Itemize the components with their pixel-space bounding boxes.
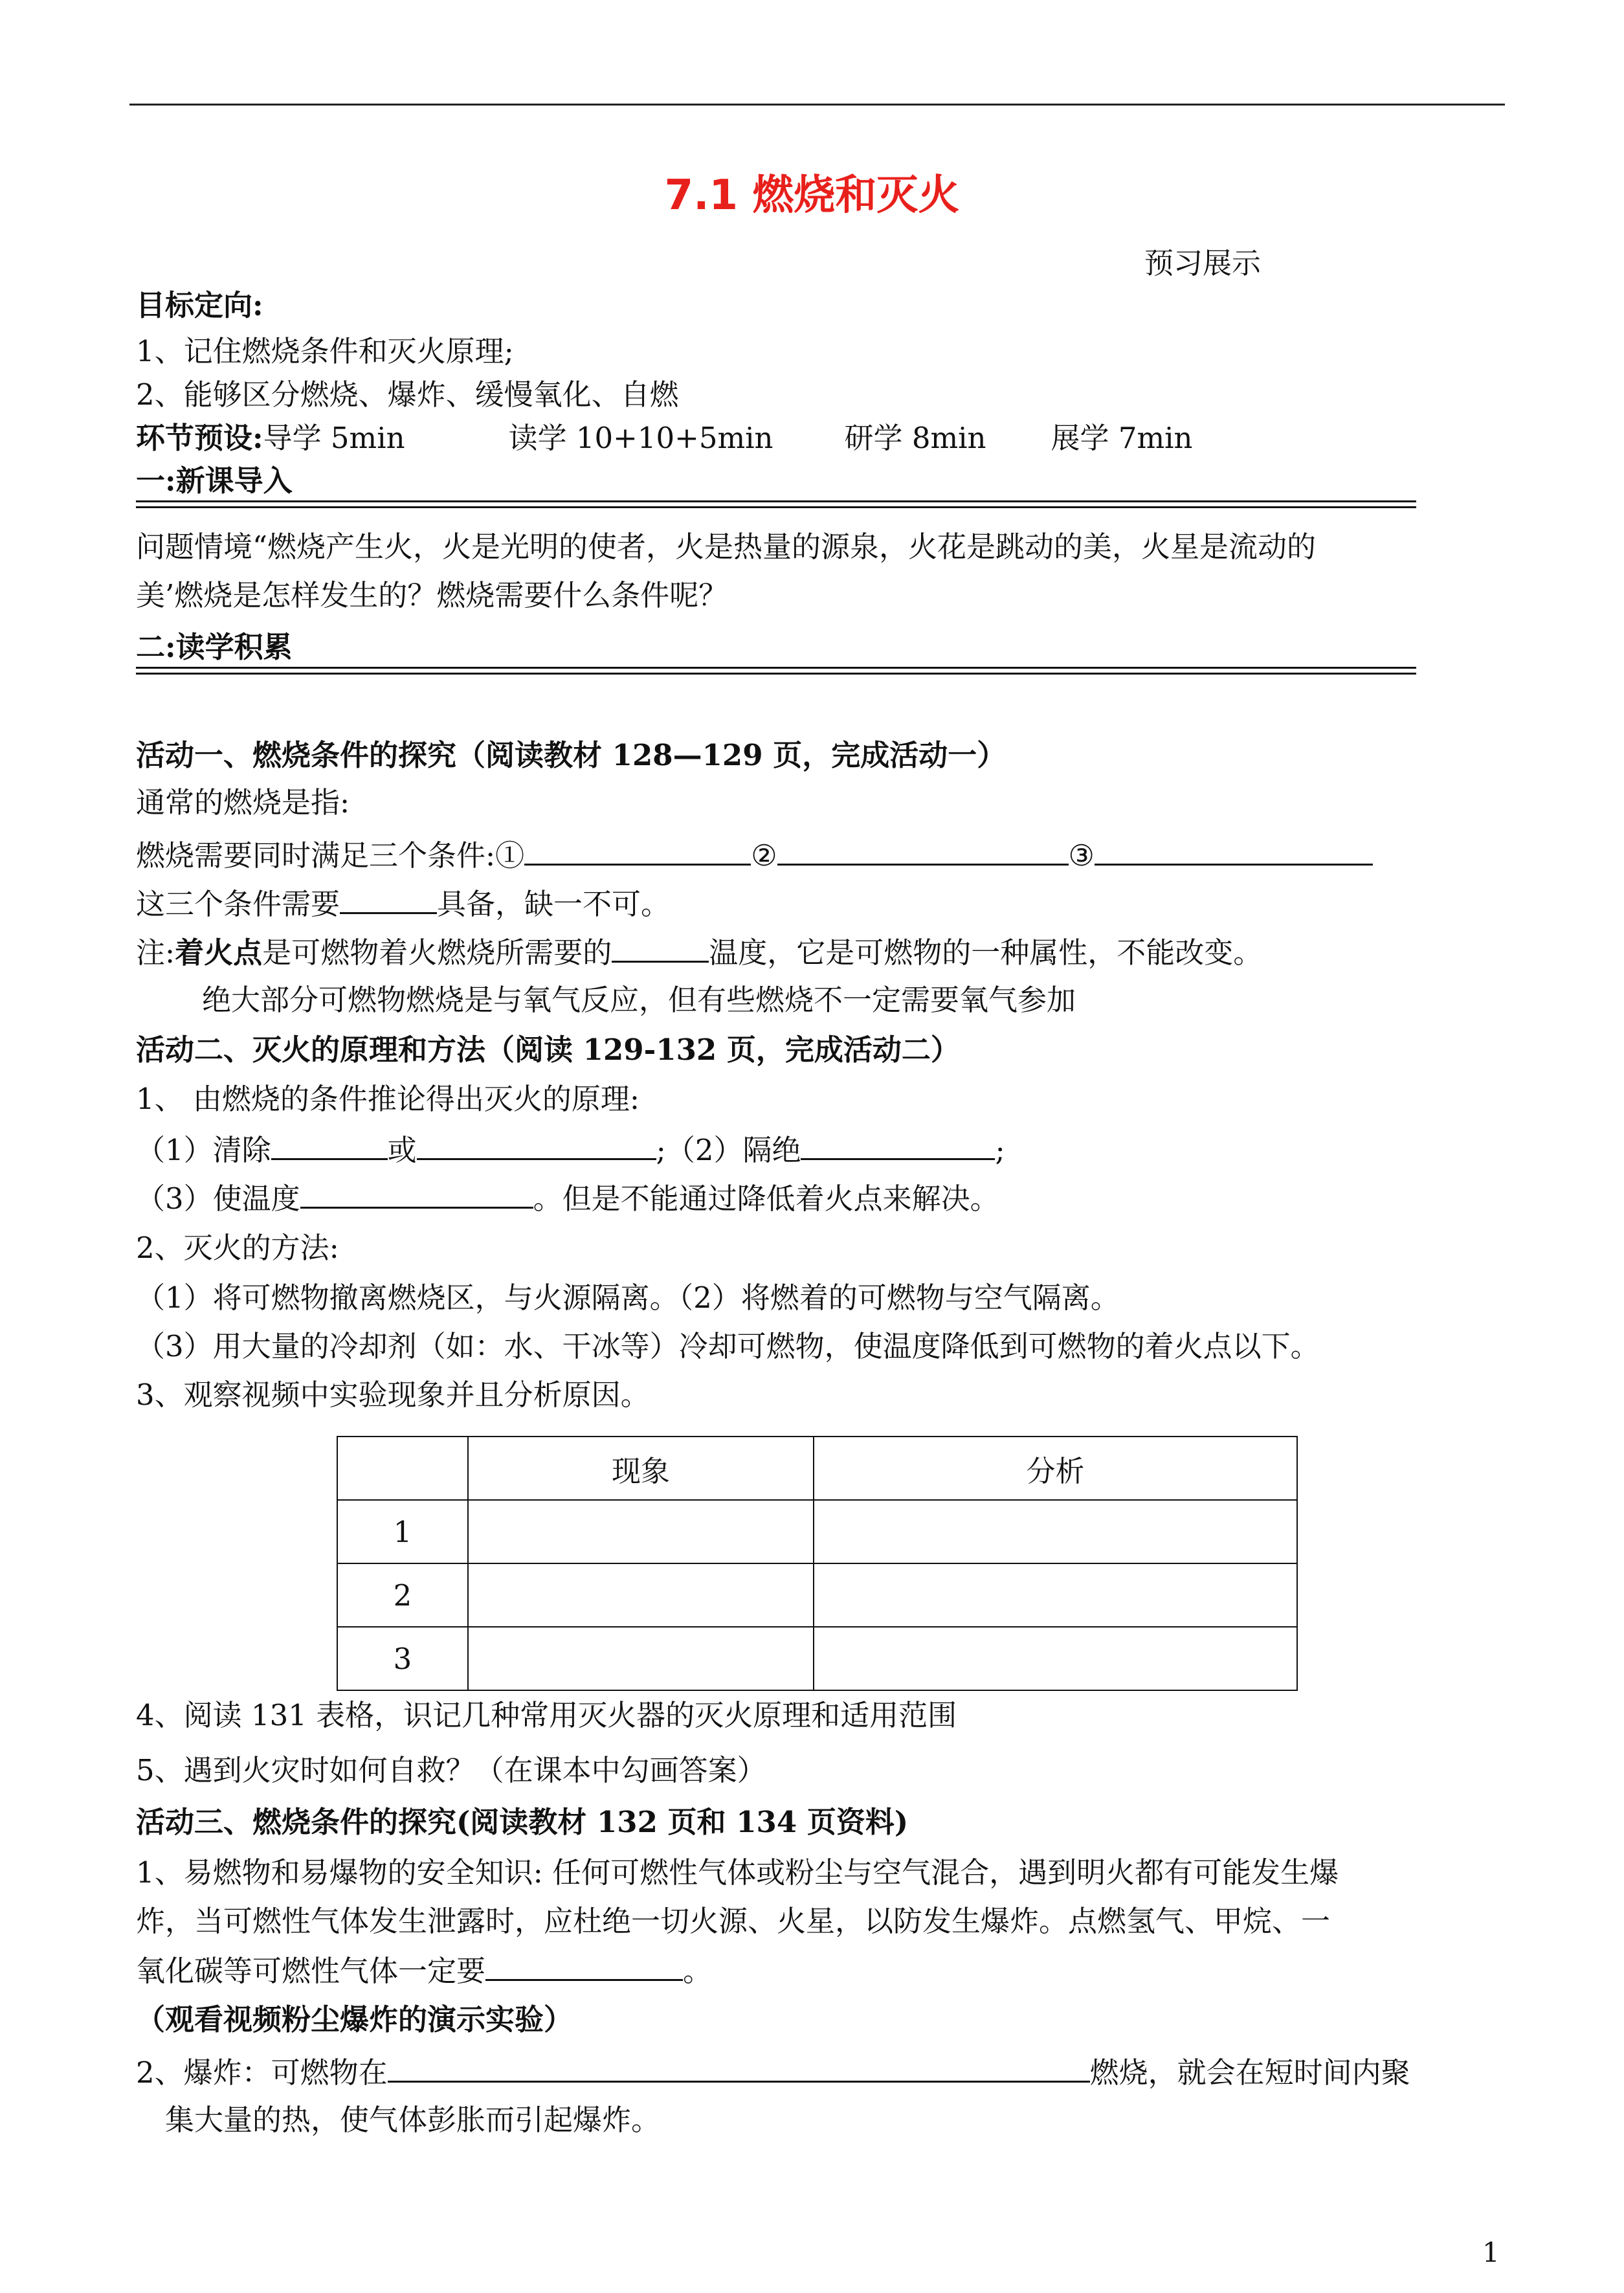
- activity-2-p4: 2、灭火的方法:: [136, 1231, 339, 1265]
- section-2-heading: [136, 628, 1416, 675]
- condition-blank-2[interactable]: [777, 835, 1069, 866]
- activity-1-note: [136, 932, 1262, 972]
- activity-3-p5: [136, 2052, 1410, 2092]
- table-row-number: 3: [337, 1627, 468, 1690]
- isolate-blank[interactable]: [801, 1130, 995, 1160]
- table-header-index: [337, 1437, 468, 1500]
- page-subtitle: 预习展示: [1144, 246, 1262, 280]
- text: 氧化碳等可燃性气体一定要: [136, 1954, 486, 1988]
- top-rule: [129, 104, 1505, 106]
- activity-1-line-2: [136, 835, 1373, 875]
- condition-blank-1[interactable]: [524, 835, 751, 866]
- remove-blank[interactable]: [271, 1130, 388, 1160]
- section-1-title: 一:新课导入: [136, 464, 293, 498]
- section-1-heading: [136, 462, 1416, 508]
- conditions-label: 燃烧需要同时满足三个条件:: [136, 838, 496, 873]
- activity-3-p4: （观看视频粉尘爆炸的演示实验）: [136, 2002, 573, 2037]
- remove-alt-blank[interactable]: [417, 1130, 656, 1160]
- goal-item-1: 1、记住燃烧条件和灭火原理;: [136, 334, 514, 368]
- activity-2-p2: [136, 1130, 1005, 1170]
- analysis-cell[interactable]: [814, 1627, 1297, 1690]
- activity-1-line-1: 通常的燃烧是指:: [136, 785, 350, 820]
- activity-2-p9: 5、遇到火灾时如何自救？（在课本中勾画答案）: [136, 1753, 766, 1787]
- activity-2-p1: 1、 由燃烧的条件推论得出灭火的原理:: [136, 1082, 640, 1116]
- page-number: 1: [1482, 2237, 1500, 2268]
- condition-mark-3: ③: [1068, 838, 1095, 873]
- text: 。但是不能通过降低着火点来解决。: [533, 1181, 999, 1216]
- table-header-row: [337, 1437, 1297, 1500]
- text: （3）使温度: [136, 1181, 300, 1216]
- analysis-cell[interactable]: [814, 1500, 1297, 1563]
- activity-2-heading: 活动二、灭火的原理和方法（阅读 129-132 页，完成活动二）: [136, 1033, 960, 1067]
- text: （1）清除: [136, 1133, 271, 1167]
- activity-3-p1: 1、易燃物和易爆物的安全知识: 任何可燃性气体或粉尘与空气混合，遇到明火都有可能发生爆: [136, 1855, 1339, 1890]
- analysis-cell[interactable]: [814, 1563, 1297, 1627]
- table-row: [337, 1627, 1297, 1690]
- schedule-t4: 展学 7min: [1051, 421, 1193, 455]
- text: ;（2）隔绝: [656, 1133, 801, 1167]
- section-1-paragraph-2: 美’燃烧是怎样发生的？燃烧需要什么条件呢？: [136, 578, 728, 612]
- divider: [136, 500, 1416, 502]
- condition-blank-3[interactable]: [1095, 835, 1373, 866]
- goal-item-2: 2、能够区分燃烧、爆炸、缓慢氧化、自燃: [136, 377, 679, 412]
- temperature-blank[interactable]: [612, 932, 709, 963]
- text: 燃烧，就会在短时间内聚: [1089, 2055, 1410, 2090]
- schedule-line: [136, 419, 1193, 458]
- explosion-blank[interactable]: [388, 2052, 1090, 2083]
- phenomenon-cell[interactable]: [468, 1563, 814, 1627]
- text: 。: [683, 1954, 713, 1988]
- activity-2-p7: 3、观察视频中实验现象并且分析原因。: [136, 1378, 650, 1412]
- ignition-point-term: 着火点: [175, 935, 263, 970]
- activity-2-p6: （3）用大量的冷却剂（如：水、干冰等）冷却可燃物，使温度降低到可燃物的着火点以下。: [136, 1329, 1320, 1363]
- section-1-paragraph-1: 问题情境“燃烧产生火，火是光明的使者，火是热量的源泉，火花是跳动的美，火星是流动的: [136, 530, 1317, 564]
- activity-2-p5: （1）将可燃物撤离燃烧区，与火源隔离。（2）将燃着的可燃物与空气隔离。: [136, 1281, 1120, 1315]
- text: ;: [995, 1133, 1005, 1167]
- divider: [136, 667, 1416, 669]
- table-header-analysis: 分析: [814, 1437, 1297, 1500]
- table-row-number: 1: [337, 1500, 468, 1563]
- table-header-phenomenon: 现象: [468, 1437, 814, 1500]
- table-row-number: 2: [337, 1563, 468, 1627]
- text: 或: [387, 1133, 417, 1167]
- phenomenon-cell[interactable]: [468, 1500, 814, 1563]
- table-row: [337, 1500, 1297, 1563]
- schedule-t2: 读学 10+10+5min: [508, 421, 773, 455]
- text: 注:: [136, 935, 175, 970]
- safety-blank[interactable]: [485, 1951, 683, 1981]
- text: 2、爆炸：可燃物在: [136, 2055, 388, 2090]
- section-2-title: 二:读学积累: [136, 630, 293, 664]
- text: 具备，缺一不可。: [437, 887, 671, 921]
- activity-3-heading: 活动三、燃烧条件的探究(阅读教材 132 页和 134 页资料): [136, 1805, 909, 1839]
- activity-1-heading: 活动一、燃烧条件的探究（阅读教材 128—129 页，完成活动一）: [136, 738, 1007, 772]
- activity-3-p2: 炸，当可燃性气体发生泄露时，应杜绝一切火源、火星，以防发生爆炸。点燃氢气、甲烷、一: [136, 1904, 1331, 1938]
- activity-1-note-2: 绝大部分可燃物燃烧是与氧气反应，但有些燃烧不一定需要氧气参加: [202, 983, 1076, 1017]
- condition-mark-1: ①: [495, 838, 525, 873]
- schedule-label: 环节预设:: [136, 421, 263, 455]
- text: 温度，它是可燃物的一种属性，不能改变。: [709, 935, 1263, 970]
- schedule-t3: 研学 8min: [844, 421, 986, 455]
- schedule-t1: 导学 5min: [263, 421, 405, 455]
- table-row: [337, 1563, 1297, 1627]
- activity-3-p3: [136, 1951, 712, 1991]
- activity-2-p8: 4、阅读 131 表格，识记几种常用灭火器的灭火原理和适用范围: [136, 1698, 957, 1732]
- activity-1-line-3: [136, 884, 670, 924]
- phenomenon-cell[interactable]: [468, 1627, 814, 1690]
- goals-heading: 目标定向:: [136, 288, 263, 322]
- condition-mark-2: ②: [751, 838, 777, 873]
- requirement-blank[interactable]: [340, 884, 437, 914]
- text: 这三个条件需要: [136, 887, 340, 921]
- activity-3-p6: 集大量的热，使气体彭胀而引起爆炸。: [165, 2103, 661, 2137]
- activity-2-p3: [136, 1178, 999, 1218]
- temperature-cool-blank[interactable]: [300, 1178, 533, 1209]
- text: 是可燃物着火燃烧所需要的: [262, 935, 612, 970]
- divider: [136, 506, 1416, 508]
- divider: [136, 673, 1416, 675]
- page-title: 7.1 燃烧和灭火: [664, 172, 960, 219]
- observation-table: [337, 1436, 1298, 1691]
